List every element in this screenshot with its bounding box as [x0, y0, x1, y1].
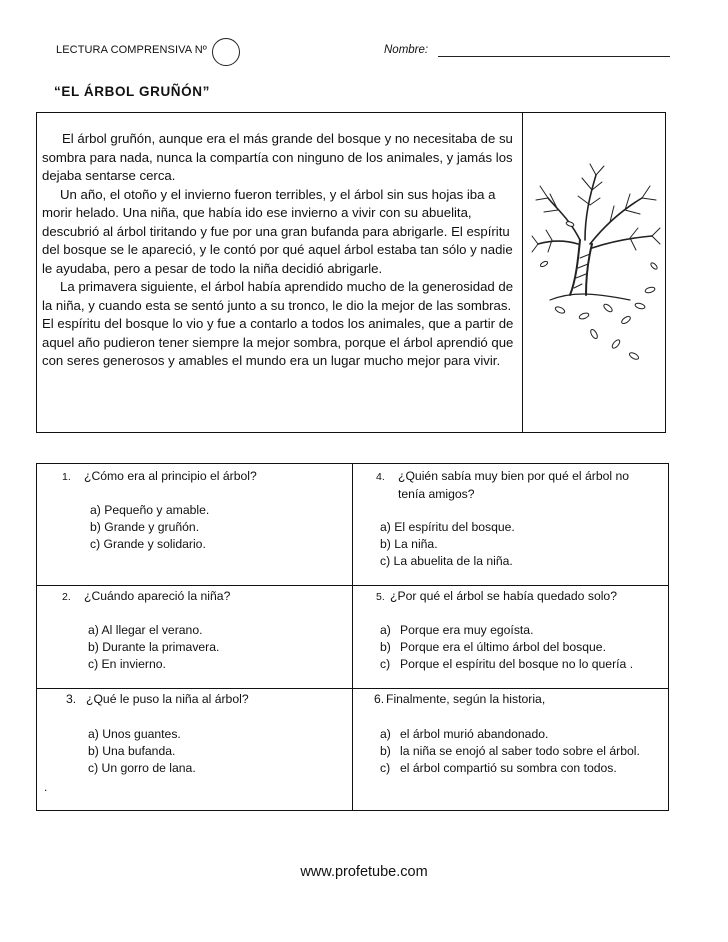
name-label: Nombre: — [384, 44, 429, 56]
story-paragraph-3: La primavera siguiente, el árbol había aprendido mucho de la generosidad de la niña, y cuando esta se sentó junto a su tronco, le dio la mejor de las sombras. El espíritu del bosque lo vio y fue a contarlo a todos los animales, que a partir de aquel año pudieron tener siempre la mejor sombra, porque el árbol aprendió que con seres generosos y amables el mundo era un lugar mucho mejor para vivir. — [42, 279, 514, 368]
option-a[interactable]: a) Unos guantes. — [88, 727, 181, 741]
option-c[interactable]: c) Un gorro de lana. — [88, 761, 196, 775]
option-a[interactable]: a) El espíritu del bosque. — [380, 520, 515, 534]
questions-column-divider — [352, 463, 353, 811]
option-b[interactable]: b) Durante la primavera. — [88, 640, 220, 654]
option-b[interactable]: b) la niña se enojó al saber todo sobre el árbol. — [380, 744, 640, 758]
option-a[interactable]: a) Pequeño y amable. — [90, 503, 210, 517]
story-divider — [522, 112, 523, 433]
question-number: 3. — [66, 692, 77, 706]
question-text: ¿Cuándo apareció la niña? — [84, 589, 231, 603]
option-b[interactable]: b) La niña. — [380, 537, 438, 551]
question-number: 2. — [62, 591, 71, 603]
story-paragraph-2: Un año, el otoño y el invierno fueron terribles, y el árbol sin sus hojas iba a morir helado. Una niña, que había ido ese invierno a vivir con su abuelita, descubrió al árbol tiritando y fue por una gran bufanda para abrigarle. El espíritu del bosque se le apareció, y le contó por qué aquel árbol estaba tan sólo y nadie le ayudaba, pero a pesar de todo la niña decidió abrigarle. — [42, 186, 513, 276]
question-5-options — [380, 622, 633, 673]
question-2-options — [88, 622, 219, 673]
question-text: ¿Quién sabía muy bien por qué el árbol no — [398, 469, 630, 483]
footer-url[interactable]: www.profetube.com — [300, 864, 428, 880]
option-a[interactable]: a) Porque era muy egoísta. — [380, 623, 534, 637]
question-text: ¿Por qué el árbol se había quedado solo? — [390, 589, 617, 603]
story-text — [42, 130, 518, 371]
questions-row-divider-1 — [36, 585, 669, 586]
question-1 — [62, 468, 257, 486]
question-text: ¿Cómo era al principio el árbol? — [84, 469, 257, 483]
option-c[interactable]: c) Grande y solidario. — [90, 537, 206, 551]
question-number: 6. — [374, 692, 385, 706]
question-text: ¿Qué le puso la niña al árbol? — [86, 692, 249, 706]
name-field-line[interactable] — [438, 56, 670, 57]
tree-illustration — [530, 160, 662, 370]
question-number: 4. — [376, 471, 385, 483]
option-c[interactable]: c) La abuelita de la niña. — [380, 554, 513, 568]
option-b[interactable]: b) Grande y gruñón. — [90, 520, 200, 534]
option-c[interactable]: c) Porque el espíritu del bosque no lo quería . — [380, 657, 634, 671]
question-6 — [374, 691, 545, 708]
option-a[interactable]: a) Al llegar el verano. — [88, 623, 203, 637]
option-c[interactable]: c) el árbol compartió su sombra con todos. — [380, 761, 617, 775]
option-b[interactable]: b) Porque era el último árbol del bosque. — [380, 640, 606, 654]
option-a[interactable]: a) el árbol murió abandonado. — [380, 727, 549, 741]
option-b[interactable]: b) Una bufanda. — [88, 744, 176, 758]
question-2 — [62, 588, 230, 606]
question-1-options — [90, 502, 209, 553]
worksheet-label: LECTURA COMPRENSIVA Nº — [56, 44, 207, 56]
number-circle[interactable] — [212, 38, 240, 66]
question-4 — [376, 468, 629, 503]
question-5 — [376, 588, 617, 606]
question-6-options — [380, 726, 640, 777]
story-paragraph-1: El árbol gruñón, aunque era el más grande del bosque y no necesitaba de su sombra para nada, nunca la compartía con ninguno de los animales, y jamás los dejaba sentarse cerca. — [42, 131, 513, 183]
question-text: Finalmente, según la historia, — [386, 692, 546, 706]
option-c[interactable]: c) En invierno. — [88, 657, 166, 671]
question-3-options — [88, 726, 196, 777]
question-number: 1. — [62, 471, 71, 483]
questions-row-divider-2 — [36, 688, 669, 689]
question-4-options — [380, 519, 515, 570]
page-title: “EL ÁRBOL GRUÑÓN” — [54, 84, 210, 99]
question-3 — [66, 691, 249, 708]
question-number: 5. — [376, 591, 385, 603]
stray-mark: . — [44, 780, 48, 794]
question-text-cont: tenía amigos? — [398, 487, 475, 501]
